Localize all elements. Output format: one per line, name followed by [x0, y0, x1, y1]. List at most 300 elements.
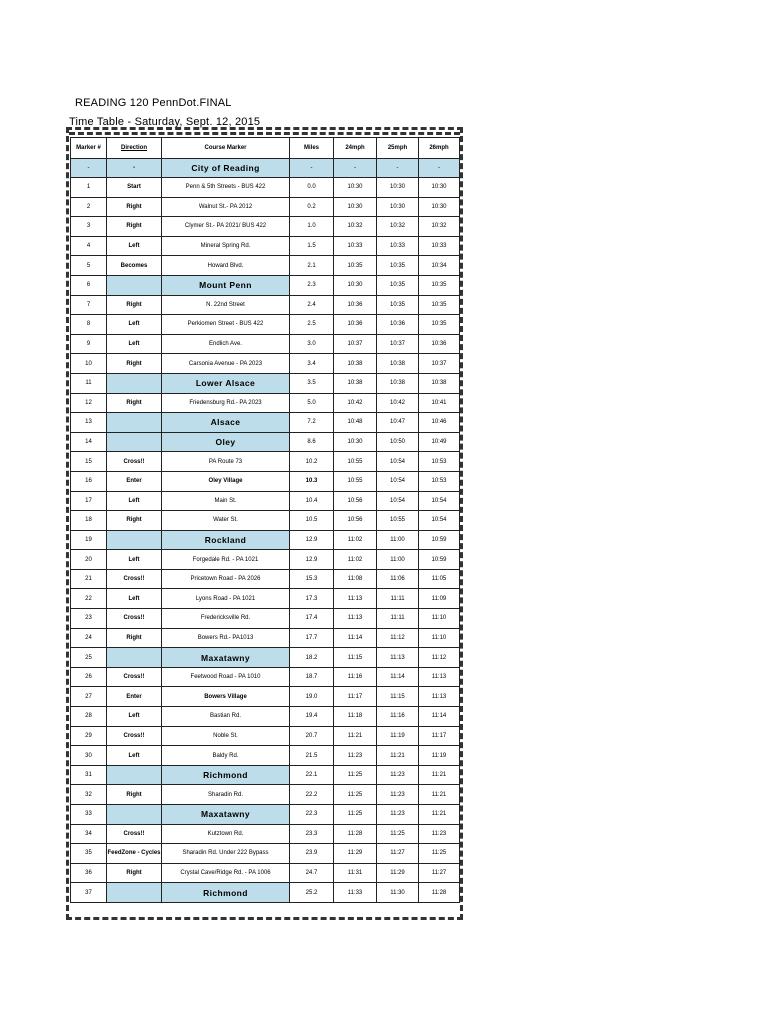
- time-26mph-cell: 10:36: [419, 334, 460, 354]
- time-26mph-cell: 11:17: [419, 726, 460, 746]
- time-24mph-cell: 11:14: [334, 628, 377, 648]
- marker-cell: 14: [71, 432, 107, 452]
- table-row: [71, 275, 460, 295]
- course-marker-cell: Bowers Village: [162, 687, 290, 707]
- course-marker-cell: Mineral Spring Rd.: [162, 236, 290, 256]
- marker-cell: 16: [71, 471, 107, 491]
- time-25mph-cell: 10:38: [377, 373, 419, 393]
- time-25mph-cell: 10:30: [377, 178, 419, 198]
- marker-cell: 19: [71, 530, 107, 550]
- time-26mph-cell: 10:53: [419, 471, 460, 491]
- direction-cell: Cross!!: [107, 452, 162, 472]
- marker-cell: 24: [71, 628, 107, 648]
- marker-cell: 36: [71, 863, 107, 883]
- course-marker-cell: Rockland: [162, 530, 290, 550]
- table-row: [71, 354, 460, 374]
- course-marker-cell: Bastian Rd.: [162, 707, 290, 727]
- course-marker-cell: Lower Alsace: [162, 373, 290, 393]
- direction-cell: Right: [107, 785, 162, 805]
- direction-cell: Right: [107, 628, 162, 648]
- time-26mph-cell: 11:21: [419, 765, 460, 785]
- time-26mph-cell: 11:10: [419, 628, 460, 648]
- marker-cell: 12: [71, 393, 107, 413]
- marker-cell: 29: [71, 726, 107, 746]
- time-24mph-cell: 10:36: [334, 295, 377, 315]
- time-26mph-cell: 11:14: [419, 707, 460, 727]
- table-row: [71, 452, 460, 472]
- time-24mph-cell: 10:30: [334, 432, 377, 452]
- marker-cell: 37: [71, 883, 107, 903]
- miles-cell: 3.0: [290, 334, 334, 354]
- direction-cell: [107, 765, 162, 785]
- table-row: [71, 550, 460, 570]
- miles-cell: 0.2: [290, 197, 334, 217]
- miles-cell: 1.5: [290, 236, 334, 256]
- miles-cell: 0.0: [290, 178, 334, 198]
- header-miles: Miles: [290, 138, 334, 159]
- marker-cell: 33: [71, 805, 107, 825]
- time-25mph-cell: 10:54: [377, 452, 419, 472]
- time-25mph-cell: 11:21: [377, 746, 419, 766]
- miles-cell: 7.2: [290, 413, 334, 433]
- marker-cell: 2: [71, 197, 107, 217]
- time-25mph-cell: 11:16: [377, 707, 419, 727]
- table-row: [71, 236, 460, 256]
- miles-cell: 22.2: [290, 785, 334, 805]
- marker-cell: 27: [71, 687, 107, 707]
- table-row: [71, 746, 460, 766]
- time-25mph-cell: 11:12: [377, 628, 419, 648]
- time-24mph-cell: 11:02: [334, 550, 377, 570]
- marker-cell: 26: [71, 667, 107, 687]
- table-row: [71, 687, 460, 707]
- time-25mph-cell: 11:27: [377, 844, 419, 864]
- miles-cell: 22.1: [290, 765, 334, 785]
- header-marker: Marker #: [71, 138, 107, 159]
- direction-cell: [107, 373, 162, 393]
- course-marker-cell: Bowers Rd.- PA1013: [162, 628, 290, 648]
- table-row: [71, 726, 460, 746]
- header-24mph: 24mph: [334, 138, 377, 159]
- time-25mph-cell: 10:35: [377, 295, 419, 315]
- table-row: [71, 334, 460, 354]
- header-course-marker: Course Marker: [162, 138, 290, 159]
- time-24mph-cell: 10:30: [334, 275, 377, 295]
- time-25mph-cell: 11:25: [377, 824, 419, 844]
- marker-cell: -: [71, 159, 107, 178]
- direction-cell: Left: [107, 589, 162, 609]
- direction-cell: [107, 413, 162, 433]
- time-24mph-cell: 11:13: [334, 589, 377, 609]
- direction-cell: Right: [107, 863, 162, 883]
- time-26mph-cell: 10:33: [419, 236, 460, 256]
- direction-cell: [107, 275, 162, 295]
- marker-cell: 25: [71, 648, 107, 668]
- marker-cell: 11: [71, 373, 107, 393]
- direction-cell: Left: [107, 746, 162, 766]
- time-26mph-cell: 10:30: [419, 197, 460, 217]
- miles-cell: 1.0: [290, 217, 334, 237]
- time-26mph-cell: 11:12: [419, 648, 460, 668]
- direction-cell: FeedZone - Cycles: [107, 844, 162, 864]
- time-26mph-cell: 11:21: [419, 805, 460, 825]
- time-26mph-cell: 10:59: [419, 530, 460, 550]
- time-24mph-cell: 11:17: [334, 687, 377, 707]
- course-marker-cell: Endlich Ave.: [162, 334, 290, 354]
- table-row: [71, 159, 460, 178]
- marker-cell: 10: [71, 354, 107, 374]
- marker-cell: 15: [71, 452, 107, 472]
- time-26mph-cell: 10:41: [419, 393, 460, 413]
- miles-cell: 21.5: [290, 746, 334, 766]
- table-row: [71, 491, 460, 511]
- course-marker-cell: Richmond: [162, 765, 290, 785]
- miles-cell: 17.7: [290, 628, 334, 648]
- time-26mph-cell: 10:35: [419, 275, 460, 295]
- marker-cell: 4: [71, 236, 107, 256]
- course-marker-cell: Water St.: [162, 511, 290, 531]
- time-25mph-cell: 11:30: [377, 883, 419, 903]
- time-24mph-cell: 10:55: [334, 471, 377, 491]
- time-26mph-cell: 10:34: [419, 256, 460, 276]
- time-26mph-cell: 11:27: [419, 863, 460, 883]
- time-26mph-cell: 11:21: [419, 785, 460, 805]
- direction-cell: Start: [107, 178, 162, 198]
- direction-cell: Cross!!: [107, 667, 162, 687]
- miles-cell: 10.3: [290, 471, 334, 491]
- miles-cell: 8.6: [290, 432, 334, 452]
- direction-cell: [107, 805, 162, 825]
- miles-cell: 10.5: [290, 511, 334, 531]
- direction-cell: Right: [107, 295, 162, 315]
- table-row: [71, 256, 460, 276]
- table-row: [71, 569, 460, 589]
- time-25mph-cell: 10:47: [377, 413, 419, 433]
- time-26mph-cell: 11:10: [419, 609, 460, 629]
- table-row: [71, 413, 460, 433]
- course-marker-cell: Howard Blvd.: [162, 256, 290, 276]
- header-direction: Direction: [107, 138, 162, 159]
- time-24mph-cell: 10:35: [334, 256, 377, 276]
- table-row: [71, 883, 460, 903]
- course-marker-cell: Pricetown Road - PA 2026: [162, 569, 290, 589]
- time-26mph-cell: 10:54: [419, 511, 460, 531]
- miles-cell: 20.7: [290, 726, 334, 746]
- direction-cell: -: [107, 159, 162, 178]
- course-marker-cell: Penn & 5th Streets - BUS 422: [162, 178, 290, 198]
- miles-cell: 24.7: [290, 863, 334, 883]
- time-24mph-cell: -: [334, 159, 377, 178]
- marker-cell: 6: [71, 275, 107, 295]
- marker-cell: 22: [71, 589, 107, 609]
- miles-cell: 3.5: [290, 373, 334, 393]
- time-25mph-cell: 10:35: [377, 275, 419, 295]
- direction-cell: Right: [107, 354, 162, 374]
- time-24mph-cell: 11:25: [334, 765, 377, 785]
- table-row: [71, 628, 460, 648]
- time-24mph-cell: 11:31: [334, 863, 377, 883]
- time-26mph-cell: 10:46: [419, 413, 460, 433]
- time-24mph-cell: 11:02: [334, 530, 377, 550]
- time-25mph-cell: 10:37: [377, 334, 419, 354]
- time-25mph-cell: 10:50: [377, 432, 419, 452]
- direction-cell: Right: [107, 511, 162, 531]
- course-marker-cell: Maxatawny: [162, 805, 290, 825]
- time-25mph-cell: 11:00: [377, 550, 419, 570]
- direction-cell: Cross!!: [107, 726, 162, 746]
- table-row: [71, 295, 460, 315]
- miles-cell: 17.4: [290, 609, 334, 629]
- time-24mph-cell: 10:36: [334, 315, 377, 335]
- time-24mph-cell: 10:38: [334, 373, 377, 393]
- marker-cell: 30: [71, 746, 107, 766]
- marker-cell: 18: [71, 511, 107, 531]
- table-row: [71, 178, 460, 198]
- header-25mph: 25mph: [377, 138, 419, 159]
- time-24mph-cell: 10:48: [334, 413, 377, 433]
- table-row: [71, 217, 460, 237]
- course-marker-cell: Forgedale Rd. - PA 1021: [162, 550, 290, 570]
- time-24mph-cell: 10:33: [334, 236, 377, 256]
- time-25mph-cell: 11:23: [377, 805, 419, 825]
- time-24mph-cell: 10:32: [334, 217, 377, 237]
- time-25mph-cell: 11:00: [377, 530, 419, 550]
- course-marker-cell: Walnut St.- PA 2012: [162, 197, 290, 217]
- direction-cell: Left: [107, 315, 162, 335]
- course-marker-cell: Clymer St.- PA 2021/ BUS 422: [162, 217, 290, 237]
- time-26mph-cell: 10:59: [419, 550, 460, 570]
- time-25mph-cell: 10:32: [377, 217, 419, 237]
- marker-cell: 23: [71, 609, 107, 629]
- miles-cell: 23.9: [290, 844, 334, 864]
- time-24mph-cell: 11:13: [334, 609, 377, 629]
- time-25mph-cell: 11:15: [377, 687, 419, 707]
- miles-cell: 19.4: [290, 707, 334, 727]
- marker-cell: 21: [71, 569, 107, 589]
- time-26mph-cell: 11:19: [419, 746, 460, 766]
- time-24mph-cell: 10:56: [334, 491, 377, 511]
- time-25mph-cell: 11:23: [377, 785, 419, 805]
- miles-cell: 3.4: [290, 354, 334, 374]
- direction-cell: Left: [107, 236, 162, 256]
- table-row: [71, 785, 460, 805]
- course-marker-cell: Fredericksville Rd.: [162, 609, 290, 629]
- miles-cell: 22.3: [290, 805, 334, 825]
- time-26mph-cell: 11:13: [419, 667, 460, 687]
- time-26mph-cell: 11:25: [419, 844, 460, 864]
- time-26mph-cell: 10:38: [419, 373, 460, 393]
- miles-cell: 18.2: [290, 648, 334, 668]
- course-marker-cell: Maxatawny: [162, 648, 290, 668]
- header-26mph: 26mph: [419, 138, 460, 159]
- course-marker-cell: Sharadin Rd. Under 222 Bypass: [162, 844, 290, 864]
- time-26mph-cell: 10:37: [419, 354, 460, 374]
- table-row: [71, 805, 460, 825]
- table-row: [71, 863, 460, 883]
- table-row: [71, 765, 460, 785]
- table-row: [71, 471, 460, 491]
- course-marker-cell: Alsace: [162, 413, 290, 433]
- table-row: [71, 824, 460, 844]
- miles-cell: 23.3: [290, 824, 334, 844]
- table-row: [71, 315, 460, 335]
- time-26mph-cell: 10:49: [419, 432, 460, 452]
- miles-cell: 2.4: [290, 295, 334, 315]
- miles-cell: 12.9: [290, 530, 334, 550]
- direction-cell: Cross!!: [107, 609, 162, 629]
- time-24mph-cell: 10:56: [334, 511, 377, 531]
- table-body: [71, 159, 460, 903]
- miles-cell: 12.9: [290, 550, 334, 570]
- course-marker-cell: Lyons Road - PA 1021: [162, 589, 290, 609]
- marker-cell: 8: [71, 315, 107, 335]
- time-24mph-cell: 11:25: [334, 805, 377, 825]
- time-24mph-cell: 10:38: [334, 354, 377, 374]
- time-25mph-cell: 11:06: [377, 569, 419, 589]
- miles-cell: 17.3: [290, 589, 334, 609]
- time-25mph-cell: 10:55: [377, 511, 419, 531]
- miles-cell: 10.4: [290, 491, 334, 511]
- direction-cell: Right: [107, 393, 162, 413]
- time-26mph-cell: 11:05: [419, 569, 460, 589]
- time-24mph-cell: 11:21: [334, 726, 377, 746]
- time-26mph-cell: 10:35: [419, 295, 460, 315]
- miles-cell: 25.2: [290, 883, 334, 903]
- table-row: [71, 844, 460, 864]
- course-marker-cell: Noble St.: [162, 726, 290, 746]
- direction-cell: Enter: [107, 471, 162, 491]
- time-25mph-cell: 10:54: [377, 491, 419, 511]
- miles-cell: -: [290, 159, 334, 178]
- course-marker-cell: Oley: [162, 432, 290, 452]
- course-marker-cell: Richmond: [162, 883, 290, 903]
- direction-cell: Right: [107, 197, 162, 217]
- table-row: [71, 197, 460, 217]
- table-row: [71, 609, 460, 629]
- course-marker-cell: Mount Penn: [162, 275, 290, 295]
- time-24mph-cell: 11:15: [334, 648, 377, 668]
- marker-cell: 20: [71, 550, 107, 570]
- course-marker-cell: Carsonia Avenue - PA 2023: [162, 354, 290, 374]
- course-marker-cell: Sharadin Rd.: [162, 785, 290, 805]
- course-marker-cell: City of Reading: [162, 159, 290, 178]
- table-row: [71, 589, 460, 609]
- header-row: [71, 138, 460, 159]
- course-marker-cell: Kutztown Rd.: [162, 824, 290, 844]
- time-25mph-cell: 10:36: [377, 315, 419, 335]
- table-row: [71, 511, 460, 531]
- time-26mph-cell: 10:54: [419, 491, 460, 511]
- time-25mph-cell: -: [377, 159, 419, 178]
- direction-cell: Left: [107, 550, 162, 570]
- table-row: [71, 648, 460, 668]
- time-24mph-cell: 11:08: [334, 569, 377, 589]
- time-26mph-cell: -: [419, 159, 460, 178]
- time-26mph-cell: 10:53: [419, 452, 460, 472]
- direction-cell: Cross!!: [107, 569, 162, 589]
- time-24mph-cell: 11:33: [334, 883, 377, 903]
- time-26mph-cell: 11:09: [419, 589, 460, 609]
- marker-cell: 35: [71, 844, 107, 864]
- course-marker-cell: Perkiomen Street - BUS 422: [162, 315, 290, 335]
- time-24mph-cell: 11:29: [334, 844, 377, 864]
- direction-cell: [107, 648, 162, 668]
- time-table: [70, 137, 460, 903]
- miles-cell: 10.2: [290, 452, 334, 472]
- miles-cell: 2.3: [290, 275, 334, 295]
- direction-cell: [107, 432, 162, 452]
- marker-cell: 7: [71, 295, 107, 315]
- marker-cell: 9: [71, 334, 107, 354]
- course-marker-cell: Oley Village: [162, 471, 290, 491]
- time-25mph-cell: 10:33: [377, 236, 419, 256]
- time-25mph-cell: 11:13: [377, 648, 419, 668]
- miles-cell: 18.7: [290, 667, 334, 687]
- table-row: [71, 667, 460, 687]
- time-25mph-cell: 11:29: [377, 863, 419, 883]
- time-25mph-cell: 10:38: [377, 354, 419, 374]
- marker-cell: 28: [71, 707, 107, 727]
- table-row: [71, 373, 460, 393]
- time-26mph-cell: 10:32: [419, 217, 460, 237]
- miles-cell: 5.0: [290, 393, 334, 413]
- time-26mph-cell: 11:23: [419, 824, 460, 844]
- time-25mph-cell: 11:23: [377, 765, 419, 785]
- time-24mph-cell: 11:18: [334, 707, 377, 727]
- miles-cell: 2.5: [290, 315, 334, 335]
- direction-cell: Cross!!: [107, 824, 162, 844]
- course-marker-cell: Main St.: [162, 491, 290, 511]
- time-24mph-cell: 11:25: [334, 785, 377, 805]
- time-25mph-cell: 11:14: [377, 667, 419, 687]
- direction-cell: [107, 883, 162, 903]
- time-25mph-cell: 11:19: [377, 726, 419, 746]
- table-row: [71, 530, 460, 550]
- miles-cell: 15.3: [290, 569, 334, 589]
- time-25mph-cell: 10:30: [377, 197, 419, 217]
- time-24mph-cell: 11:16: [334, 667, 377, 687]
- marker-cell: 1: [71, 178, 107, 198]
- time-25mph-cell: 10:42: [377, 393, 419, 413]
- marker-cell: 31: [71, 765, 107, 785]
- time-26mph-cell: 11:13: [419, 687, 460, 707]
- time-24mph-cell: 11:23: [334, 746, 377, 766]
- time-26mph-cell: 10:30: [419, 178, 460, 198]
- direction-cell: Enter: [107, 687, 162, 707]
- marker-cell: 17: [71, 491, 107, 511]
- time-24mph-cell: 11:28: [334, 824, 377, 844]
- time-26mph-cell: 11:28: [419, 883, 460, 903]
- marker-cell: 3: [71, 217, 107, 237]
- direction-cell: Left: [107, 334, 162, 354]
- miles-cell: 2.1: [290, 256, 334, 276]
- direction-cell: [107, 530, 162, 550]
- time-25mph-cell: 11:11: [377, 609, 419, 629]
- time-24mph-cell: 10:37: [334, 334, 377, 354]
- marker-cell: 5: [71, 256, 107, 276]
- course-marker-cell: Baldy Rd.: [162, 746, 290, 766]
- table-row: [71, 707, 460, 727]
- direction-cell: Left: [107, 707, 162, 727]
- time-24mph-cell: 10:55: [334, 452, 377, 472]
- course-marker-cell: Feetwood Road - PA 1010: [162, 667, 290, 687]
- time-24mph-cell: 10:30: [334, 197, 377, 217]
- document-title: READING 120 PennDot.FINAL: [75, 97, 232, 109]
- table-row: [71, 393, 460, 413]
- direction-cell: Left: [107, 491, 162, 511]
- direction-cell: Becomes: [107, 256, 162, 276]
- time-24mph-cell: 10:30: [334, 178, 377, 198]
